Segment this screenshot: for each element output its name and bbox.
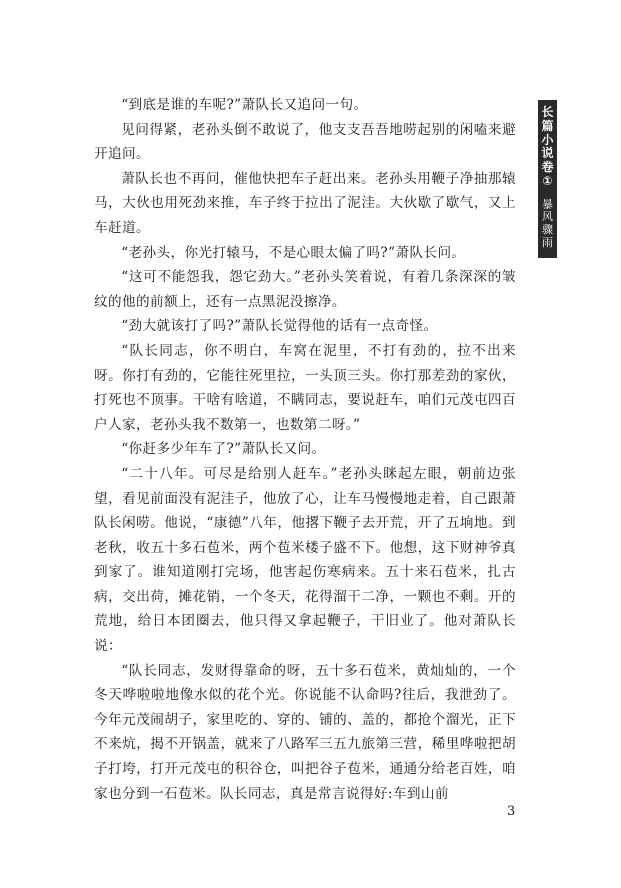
series-label: 长篇小说卷①	[541, 105, 554, 188]
paragraph: “你赶多少年车了?”萧队长又问。	[121, 441, 326, 458]
paragraph: 萧队长也不再问，催他快把车子赶出来。老孙头用鞭子净抽那辕马，大伙也用死劲来推，车子终于拉出了泥洼。大伙歇了歇气，又上车赶道。	[94, 170, 516, 236]
paragraph: “劲大就该打了吗?”萧队长觉得他的话有一点奇怪。	[121, 318, 438, 335]
paragraph: “队长同志，发财得靠命的呀，五十多石苞米，黄灿灿的，一个冬天哗啦啦地像水似的花个光。你说能不认命吗?往后，我泄劲了。今年元茂闹胡子，家里吃的、穿的、铺的、盖的，都抢个溜光，正下不来炕，揭不开锅盖，就来了八路军三五九旅第三营，稀里哗啦把胡子打垮，打开元茂屯的积谷仓，叫把谷子苞米，通通分给老百姓，咱家也分到一石苞米。队长同志，真是常言说得好:车到山前	[94, 662, 516, 802]
paragraph: “到底是谁的车呢?”萧队长又追问一句。	[121, 97, 368, 113]
paragraph: “二十八年。可尽是给别人赶车。”老孙头眯起左眼，朝前边张望，看见前面没有泥洼子，他放了心，让车马慢慢地走着，自己跟萧队长闲唠。他说，“康德”八年，他撂下鞭子去开荒，开了五垧地。到老秋，收五十多石苞米，两个苞米楼子盛不下。他想，这下财神爷真到家了。谁知道刚打完场，他害起伤寒病来。五十来石苞米，扎古病，交出荷，摊花销，一个冬天，花得溜干二净，一颗也不剩。开的荒地，给日本团圈去，他只得又拿起鞭子，干旧业了。他对萧队长说：	[94, 465, 516, 655]
paragraph: “这可不能怨我，怨它劲大。”老孙头笑着说，有着几条深深的皱纹的他的前额上，还有一点黑泥没擦净。	[94, 269, 516, 310]
paragraph: “队长同志，你不明白，车窝在泥里，不打有劲的，拉不出来呀。你打有劲的，它能往死里拉，一头顶三头。你打那差劲的家伙，打死也不顶事。干啥有啥道，不瞒同志，要说赶车，咱们元茂屯四百户人家，老孙头我不数第一，也数第二呀。”	[94, 342, 516, 433]
book-title: 暴风骤雨	[542, 197, 553, 249]
page-number: 3	[507, 804, 516, 819]
paragraph: “老孙头，你光打辕马，不是心眼太偏了吗?”萧队长问。	[121, 244, 466, 261]
body-text	[94, 93, 516, 806]
chapter-side-tab	[538, 100, 557, 258]
paragraph: 见问得紧，老孙头倒不敢说了，他支支吾吾地唠起别的闲嗑来避开追问。	[94, 121, 516, 163]
